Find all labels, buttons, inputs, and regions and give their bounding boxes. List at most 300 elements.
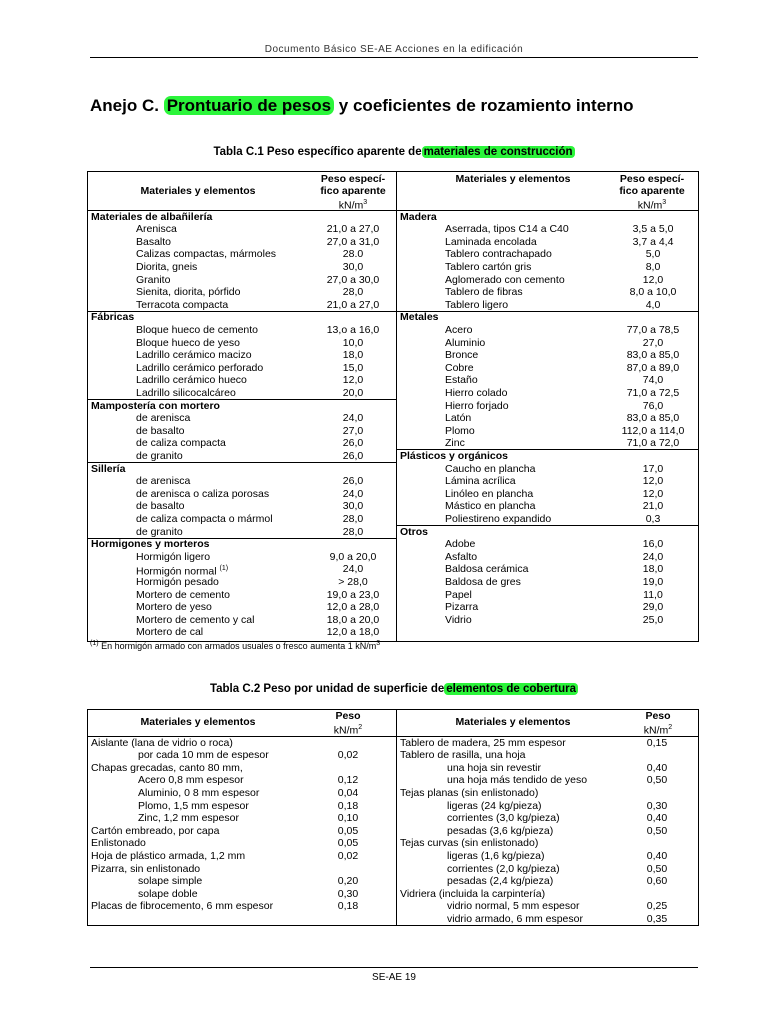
material-label: Chapas grecadas, canto 80 mm, [91, 761, 243, 774]
material-label: Tablero ligero [445, 298, 509, 311]
weight-value: 0,15 [646, 736, 668, 749]
material-label: Ladrillo silicocalcáreo [136, 386, 236, 399]
material-label: Tablero contrachapado [445, 248, 552, 261]
head-line2: fico aparente [619, 185, 685, 197]
table-row [397, 337, 698, 350]
table-row [397, 538, 698, 551]
material-label: Mortero de cemento y cal [136, 613, 255, 626]
weight-value: 0,35 [646, 912, 668, 925]
table-row [88, 850, 396, 863]
table2-caption-text: Tabla C.2 Peso por unidad de superficie de [209, 683, 445, 695]
material-label: Asfalto [445, 550, 478, 563]
material-label: solape simple [138, 875, 203, 888]
group-heading: Materiales de albañilería [91, 210, 213, 223]
material-label: Baldosa cerámica [445, 563, 529, 576]
table-row [397, 261, 698, 274]
weight-value: 11,0 [643, 588, 663, 601]
material-label: Aislante (lana de vidrio o roca) [91, 736, 233, 749]
material-label: una hoja sin revestir [447, 761, 541, 774]
group-heading-row [88, 463, 396, 476]
table-row [397, 349, 698, 362]
footer-rule [90, 967, 698, 968]
table-row [397, 774, 698, 787]
table-row [397, 825, 698, 838]
weight-value: 0,60 [646, 875, 668, 888]
material-label: corrientes (2,0 kg/pieza) [447, 862, 560, 875]
weight-value: 0,25 [646, 900, 668, 913]
group-heading: Metales [400, 311, 439, 324]
table1 [87, 171, 699, 642]
material-label: Placas de fibrocemento, 6 mm espesor [91, 900, 274, 913]
material-label: de granito [136, 525, 183, 538]
weight-value: 28,0 [342, 286, 364, 299]
table-row [397, 374, 698, 387]
material-label: Aglomerado con cemento [445, 273, 565, 286]
weight-value: 19,0 [642, 575, 664, 588]
material-label: Acero [445, 323, 473, 336]
material-label: Poliestireno expandido [445, 512, 552, 525]
head-line1: Peso especí- [619, 173, 685, 185]
table-row [88, 437, 396, 450]
weight-value: 0,02 [337, 749, 359, 762]
material-label: Pizarra [445, 601, 479, 614]
weight-value: 0,04 [337, 786, 359, 799]
material-label: de basalto [136, 500, 185, 513]
weight-value: 9,0 a 20,0 [329, 550, 377, 563]
weight-value: 26,0 [342, 437, 364, 450]
table2-left-head-value [313, 710, 383, 737]
group-heading: Sillería [91, 462, 126, 475]
table-row [397, 875, 698, 888]
table-row [88, 762, 396, 775]
group-heading: Madera [400, 210, 437, 223]
group-heading-row [397, 211, 698, 224]
weight-value: 30,0 [342, 500, 364, 513]
head-unit: $kN/m^3$ [338, 199, 368, 212]
material-label: Bronce [445, 349, 479, 362]
table-row [397, 601, 698, 614]
table-row [397, 324, 698, 337]
table-row [88, 236, 396, 249]
weight-value: 0,05 [337, 824, 359, 837]
footnote-unit-sup: 3 [376, 640, 381, 647]
table-row [88, 900, 396, 913]
table-row [88, 800, 396, 813]
weight-value: 0,10 [337, 812, 359, 825]
table1-caption [90, 146, 698, 158]
head-value: Peso [335, 710, 361, 722]
weight-value: > 28,0 [338, 575, 368, 588]
table-row [88, 500, 396, 513]
table-row [88, 749, 396, 762]
group-heading-row [88, 538, 396, 551]
weight-value: 8,0 [645, 260, 661, 273]
table-row [88, 589, 396, 602]
head-unit: $kN/m^2$ [333, 724, 363, 737]
weight-value: 3,7 a 4,4 [632, 235, 674, 248]
material-label: Aserrada, tipos C14 a C40 [445, 223, 569, 236]
material-label: de arenisca [136, 475, 191, 488]
table-row [397, 299, 698, 312]
material-label: de arenisca [136, 412, 191, 425]
table-row [88, 349, 396, 362]
material-label: Cobre [445, 361, 474, 374]
table-row [88, 274, 396, 287]
weight-value: 16,0 [642, 538, 664, 551]
weight-value: 0,40 [646, 761, 668, 774]
weight-value: 0,50 [646, 824, 668, 837]
table-row [88, 888, 396, 901]
weight-value: 12,0 [342, 374, 364, 387]
material-label: Enlistonado [91, 837, 146, 850]
material-label: Aluminio [445, 336, 486, 349]
material-label: Terracota compacta [136, 298, 229, 311]
weight-value: 0,20 [337, 875, 359, 888]
table-row [397, 463, 698, 476]
weight-value: 0,50 [646, 862, 668, 875]
material-label: Calizas compactas, mármoles [136, 248, 277, 261]
table1-footnote [90, 640, 380, 651]
weight-value: 0,05 [337, 837, 359, 850]
table-row [88, 337, 396, 350]
table-row [88, 875, 396, 888]
weight-value: 28,0 [342, 512, 364, 525]
material-label: Plomo [445, 424, 475, 437]
material-label: Laminada encolada [445, 235, 537, 248]
footnote-mark: (1) [90, 640, 99, 647]
table-row [88, 563, 396, 576]
table-row [397, 286, 698, 299]
material-label: Hormigón ligero [136, 550, 211, 563]
table2-caption-highlight: elementos de cobertura [446, 683, 577, 695]
weight-value: 12,0 a 18,0 [326, 626, 380, 639]
material-label: de caliza compacta [136, 437, 226, 450]
material-label: Latón [445, 412, 472, 425]
material-label: Tablero de fibras [445, 286, 523, 299]
table-row [397, 787, 698, 800]
table-row [88, 324, 396, 337]
material-label: Mortero de cal [136, 626, 204, 639]
weight-value: 83,0 a 85,0 [626, 412, 680, 425]
group-heading-row [88, 400, 396, 413]
page-number: SE-AE 19 [372, 972, 416, 983]
weight-value: 87,0 a 89,0 [626, 361, 680, 374]
material-label: vidrio normal, 5 mm espesor [447, 900, 580, 913]
table-row [397, 576, 698, 589]
group-heading-row [88, 211, 396, 224]
weight-value: 29,0 [642, 601, 664, 614]
material-label: de arenisca o caliza porosas [136, 487, 270, 500]
table2-left-column [88, 736, 396, 925]
material-label: Ladrillo cerámico perforado [136, 361, 264, 374]
weight-value: 26,0 [342, 475, 364, 488]
table-row [88, 450, 396, 463]
table-row [397, 614, 698, 627]
table1-right-head-material: Materiales y elementos [455, 173, 571, 185]
material-label: Hoja de plástico armada, 1,2 mm [91, 849, 246, 862]
table2-left-head-material: Materiales y elementos [140, 716, 256, 728]
table-row [397, 737, 698, 750]
group-heading-row [397, 526, 698, 539]
weight-value: 0,30 [646, 799, 668, 812]
material-label: de caliza compacta o mármol [136, 512, 273, 525]
material-label: Aluminio, 0 8 mm espesor [138, 786, 260, 799]
table-row [88, 513, 396, 526]
weight-value: 0,02 [337, 849, 359, 862]
weight-value: 15,0 [342, 361, 364, 374]
table-row [397, 412, 698, 425]
material-label: Hierro colado [445, 386, 508, 399]
weight-value: 10,0 [342, 336, 364, 349]
table-row [88, 261, 396, 274]
material-label: Diorita, gneis [136, 260, 198, 273]
group-heading: Otros [400, 525, 429, 538]
table-row [397, 475, 698, 488]
material-label: Hormigón pesado [136, 575, 219, 588]
title-highlight: Prontuario de pesos [164, 96, 334, 115]
table-row [397, 223, 698, 236]
material-label: Mástico en plancha [445, 500, 536, 513]
table1-right-head-value [606, 173, 698, 212]
weight-value: 21,0 a 27,0 [326, 298, 380, 311]
table-row [397, 900, 698, 913]
weight-value: 3,5 a 5,0 [632, 223, 674, 236]
weight-value: 17,0 [642, 462, 664, 475]
table-row [397, 888, 698, 901]
material-label: vidrio armado, 6 mm espesor [447, 912, 583, 925]
weight-value: 0,12 [337, 774, 359, 787]
weight-value: 25,0 [642, 613, 664, 626]
table-row [88, 614, 396, 627]
material-label: Vidrio [445, 613, 472, 626]
table2-right-column [397, 736, 698, 925]
page-title [90, 96, 634, 116]
material-label: ligeras (24 kg/pieza) [447, 799, 542, 812]
footnote-text: En hormigón armado con armados usuales o fresco aumenta 1 kN/m [101, 641, 377, 651]
material-label: Basalto [136, 235, 172, 248]
material-label: pesadas (3,6 kg/pieza) [447, 824, 554, 837]
weight-value: 27,0 a 30,0 [326, 273, 380, 286]
table-row [397, 274, 698, 287]
table-row [88, 248, 396, 261]
table1-left-head-material: Materiales y elementos [140, 185, 256, 197]
table-row [88, 412, 396, 425]
weight-value: 28,0 [342, 525, 364, 538]
material-label: Ladrillo cerámico hueco [136, 374, 247, 387]
header-rule [90, 57, 698, 58]
table-row [397, 837, 698, 850]
table1-left-head-value [308, 173, 398, 212]
material-label: Papel [445, 588, 472, 601]
material-label: ligeras (1,6 kg/pieza) [447, 849, 545, 862]
weight-value: 4,0 [645, 298, 661, 311]
weight-value: 27,0 [342, 424, 364, 437]
material-label: Tablero de rasilla, una hoja [400, 749, 526, 762]
weight-value: 0,3 [645, 512, 661, 525]
weight-value: 24,0 [342, 487, 364, 500]
table-row [88, 837, 396, 850]
material-label: Mortero de yeso [136, 601, 212, 614]
table-row [397, 812, 698, 825]
material-label: por cada 10 mm de espesor [138, 749, 269, 762]
material-label: Arenisca [136, 223, 177, 236]
table-row [397, 551, 698, 564]
table-row [88, 387, 396, 400]
weight-value: 0,18 [337, 799, 359, 812]
weight-value: 8,0 a 10,0 [629, 286, 677, 299]
material-label: Hormigón normal $^{(1)}$ [136, 565, 229, 578]
weight-value: 83,0 a 85,0 [626, 349, 680, 362]
head-value: Peso [645, 710, 671, 722]
material-label: Tablero de madera, 25 mm espesor [400, 736, 566, 749]
material-label: Estaño [445, 374, 478, 387]
weight-value: 76,0 [642, 399, 664, 412]
table-row [88, 374, 396, 387]
weight-value: 71,0 a 72,5 [626, 386, 680, 399]
group-heading: Plásticos y orgánicos [400, 449, 508, 462]
material-label: una hoja más tendido de yeso [447, 774, 588, 787]
table-row [397, 425, 698, 438]
weight-value: 24,0 [342, 412, 364, 425]
weight-value: 12,0 [642, 487, 664, 500]
weight-value: 12,0 a 28,0 [326, 601, 380, 614]
material-label: Mortero de cemento [136, 588, 230, 601]
material-label: Tejas planas (sin enlistonado) [400, 786, 539, 799]
table-row [88, 737, 396, 750]
table-row [88, 863, 396, 876]
weight-value: 77,0 a 78,5 [626, 323, 680, 336]
material-label: corrientes (3,0 kg/pieza) [447, 812, 560, 825]
material-label: de granito [136, 449, 183, 462]
table-row [88, 825, 396, 838]
group-heading: Fábricas [91, 311, 135, 324]
material-label: Bloque hueco de yeso [136, 336, 240, 349]
material-label: de basalto [136, 424, 185, 437]
weight-value: 19,0 a 23,0 [326, 588, 380, 601]
table-row [88, 362, 396, 375]
weight-value: 0,40 [646, 812, 668, 825]
table-row [88, 551, 396, 564]
head-unit: $kN/m^3$ [637, 199, 667, 212]
head-unit: $kN/m^2$ [643, 724, 673, 737]
table-row [397, 762, 698, 775]
footnote-ref: (1) [219, 565, 229, 573]
group-heading-row [397, 311, 698, 324]
weight-value: 0,18 [337, 900, 359, 913]
title-prefix: Anejo C. [90, 96, 159, 115]
material-label: Lámina acrílica [445, 475, 516, 488]
table2-right-head-material: Materiales y elementos [455, 716, 571, 728]
material-label: Ladrillo cerámico macizo [136, 349, 252, 362]
weight-value: 112,0 a 114,0 [621, 424, 685, 437]
table-row [397, 248, 698, 261]
material-label: Bloque hueco de cemento [136, 323, 259, 336]
table1-left-column [88, 210, 396, 641]
table-row [88, 576, 396, 589]
material-label: Linóleo en plancha [445, 487, 534, 500]
table-row [397, 913, 698, 926]
weight-value: 30,0 [342, 260, 364, 273]
material-label: Adobe [445, 538, 476, 551]
running-header: Documento Básico SE-AE Acciones en la edificación [264, 44, 524, 55]
table-row [88, 812, 396, 825]
group-heading: Hormigones y morteros [91, 538, 210, 551]
table-row [397, 488, 698, 501]
weight-value: 18,0 [642, 563, 664, 576]
material-label: Sienita, diorita, pórfido [136, 286, 241, 299]
table-row [397, 362, 698, 375]
weight-value: 18,0 a 20,0 [326, 613, 380, 626]
material-label: Caucho en plancha [445, 462, 536, 475]
table-row [397, 400, 698, 413]
table-row [397, 850, 698, 863]
table-row [397, 387, 698, 400]
material-label: Baldosa de gres [445, 575, 521, 588]
weight-value: 28.0 [342, 248, 364, 261]
group-heading-row [88, 311, 396, 324]
table-row [88, 488, 396, 501]
table2-right-head-value [618, 710, 698, 737]
material-label: Tablero cartón gris [445, 260, 532, 273]
table-row [397, 236, 698, 249]
table-row [397, 500, 698, 513]
table-row [88, 526, 396, 539]
table-row [397, 863, 698, 876]
weight-value: 0,50 [646, 774, 668, 787]
weight-value: 71,0 a 72,0 [626, 437, 680, 450]
table-row [88, 286, 396, 299]
weight-value: 26,0 [342, 449, 364, 462]
table1-caption-text: Tabla C.1 Peso específico aparente de [213, 146, 422, 158]
table-row [397, 563, 698, 576]
table1-caption-highlight: materiales de construcción [423, 146, 573, 158]
table-row [397, 800, 698, 813]
group-heading-row [397, 450, 698, 463]
material-label: Pizarra, sin enlistonado [91, 862, 201, 875]
weight-value: 21,0 a 27,0 [326, 223, 380, 236]
material-label: Acero 0,8 mm espesor [138, 774, 244, 787]
material-label: Granito [136, 273, 171, 286]
material-label: Cartón embreado, por capa [91, 824, 220, 837]
table-row [88, 774, 396, 787]
material-label: pesadas (2,4 kg/pieza) [447, 875, 554, 888]
weight-value: 20,0 [342, 386, 364, 399]
table-row [88, 475, 396, 488]
table-row [88, 601, 396, 614]
weight-value: 27,0 a 31,0 [326, 235, 380, 248]
table-row [88, 299, 396, 312]
table-row [88, 223, 396, 236]
weight-value: 74,0 [642, 374, 664, 387]
material-label: Zinc, 1,2 mm espesor [138, 812, 239, 825]
weight-value: 0,30 [337, 887, 359, 900]
weight-value: 5,0 [645, 248, 661, 261]
table1-right-column [397, 210, 698, 641]
weight-value: 24,0 [342, 563, 364, 576]
material-label: Zinc [445, 437, 465, 450]
weight-value: 13,o a 16,0 [326, 323, 380, 336]
title-suffix: y coeficientes de rozamiento interno [338, 96, 634, 115]
weight-value: 0,40 [646, 849, 668, 862]
weight-value: 12,0 [642, 475, 664, 488]
table2-caption [90, 683, 698, 695]
weight-value: 21,0 [642, 500, 664, 513]
table-row [397, 749, 698, 762]
table-row [88, 425, 396, 438]
material-label: Vidriera (incluida la carpintería) [400, 887, 546, 900]
table-row [88, 787, 396, 800]
group-heading: Mampostería con mortero [91, 399, 220, 412]
